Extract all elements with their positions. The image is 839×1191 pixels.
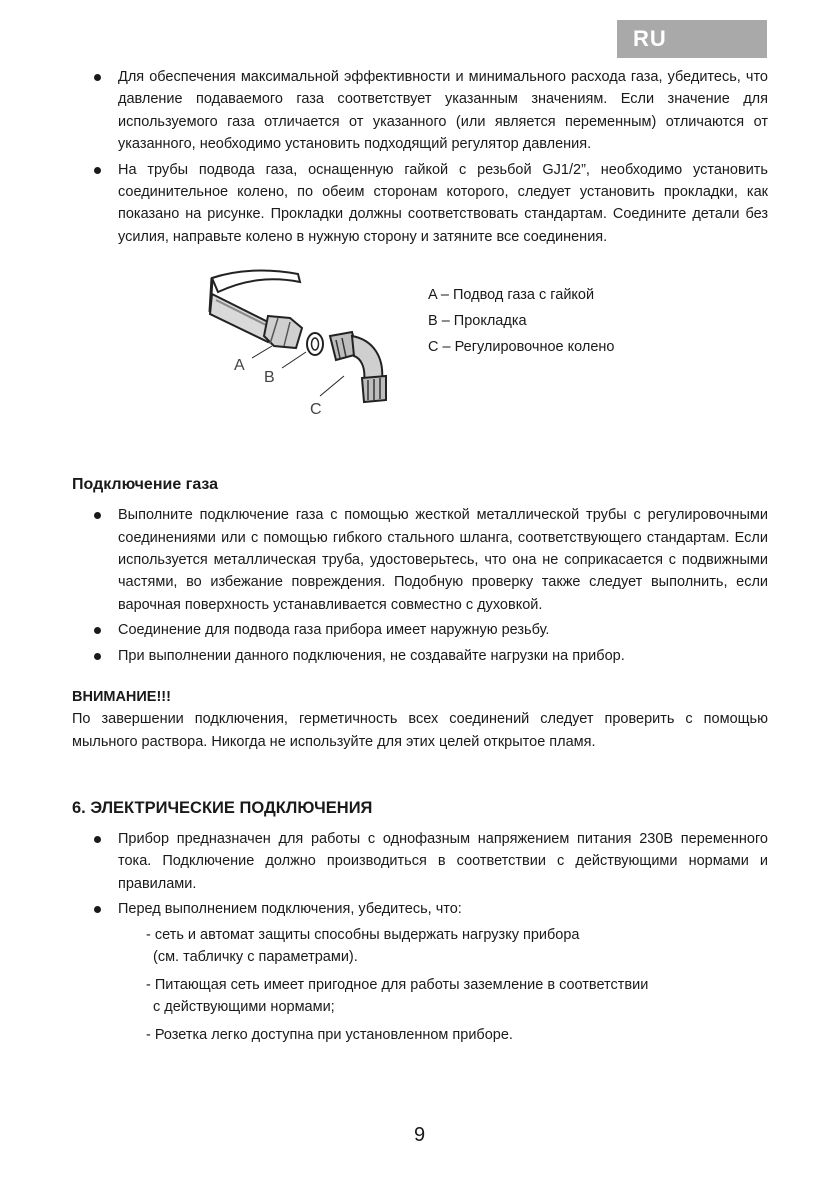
- list-item: Перед выполнением подключения, убедитесь, что:: [72, 898, 768, 920]
- legend-item: C – Регулировочное колено: [428, 339, 615, 356]
- label-c: C: [310, 401, 322, 419]
- bullet-icon: [94, 836, 101, 843]
- bullet-icon: [94, 906, 101, 913]
- gas-connection-bullet-list: [72, 504, 768, 667]
- gas-connection-figure: [72, 260, 768, 456]
- language-label: RU: [633, 26, 667, 51]
- intro-bullet-list: [72, 66, 768, 248]
- check-item: - Питающая сеть имеет пригодное для работы заземление в соответствии с действующими нормами;: [146, 976, 649, 1015]
- legend-item: B – Прокладка: [428, 313, 527, 330]
- bullet-icon: [94, 653, 101, 660]
- bullet-icon: [94, 512, 101, 519]
- gas-connection-heading: Подключение газа: [72, 476, 219, 494]
- electrical-bullet-list: [72, 828, 768, 921]
- bullet-icon: [94, 627, 101, 634]
- page-content: [72, 66, 768, 1052]
- check-item: - Розетка легко доступна при установленном приборе.: [146, 1026, 513, 1043]
- bullet-icon: [94, 167, 101, 174]
- bullet-icon: [94, 74, 101, 81]
- list-item: Для обеспечения максимальной эффективности и минимального расхода газа, убедитесь, что давление подаваемого газа соответствует указанным значениям. Если значение для используемого газа отличается от указанного (или является переменным) отличаются от указанного, необходимо установить подходящий регулятор давления.: [72, 66, 768, 156]
- check-item: - сеть и автомат защиты способны выдержать нагрузку прибора (см. табличку с параметрами).: [146, 926, 580, 965]
- electrical-section-title: 6. ЭЛЕКТРИЧЕСКИЕ ПОДКЛЮЧЕНИЯ: [72, 798, 373, 817]
- list-item: Соединение для подвода газа прибора имеет наружную резьбу.: [72, 619, 768, 641]
- warning-heading: ВНИМАНИЕ!!!: [72, 689, 171, 706]
- label-b: B: [264, 369, 275, 387]
- list-item: Прибор предназначен для работы с однофазным напряжением питания 230В переменного тока. Подключение должно производиться в соответствии с действующими нормами и правилами.: [72, 828, 768, 895]
- figure-legend: [428, 282, 614, 360]
- list-item: Выполните подключение газа с помощью жесткой металлической трубы с регулировочными соединениями или с помощью гибкого стального шланга, соответствующего стандартам. Если используется металлическая труба, удостоверьтесь, что она не соприкасается с подвижными частями, во избежание повреждения. Подобную проверку также следует выполнить, если варочная поверхность устанавливается совместно с духовкой.: [72, 504, 768, 616]
- list-item: При выполнении данного подключения, не создавайте нагрузки на прибор.: [72, 645, 768, 667]
- legend-item: A – Подвод газа с гайкой: [428, 287, 595, 304]
- label-a: A: [234, 357, 245, 375]
- elbow-connector-illustration: [206, 266, 406, 436]
- page-number: 9: [413, 1124, 426, 1146]
- list-item: На трубы подвода газа, оснащенную гайкой с резьбой GJ1/2”, необходимо установить соединительное колено, по обеим сторонам которого, следует установить прокладки, как показано на рисунке. Прокладки должны соответствовать стандартам. Соедините детали без усилия, направьте колено в нужную сторону и затяните все соединения.: [72, 159, 768, 249]
- warning-text: По завершении подключения, герметичность всех соединений следует проверить с помощью мыльного раствора. Никогда не используйте для этих целей открытое пламя.: [72, 711, 768, 750]
- language-tab: [617, 20, 767, 58]
